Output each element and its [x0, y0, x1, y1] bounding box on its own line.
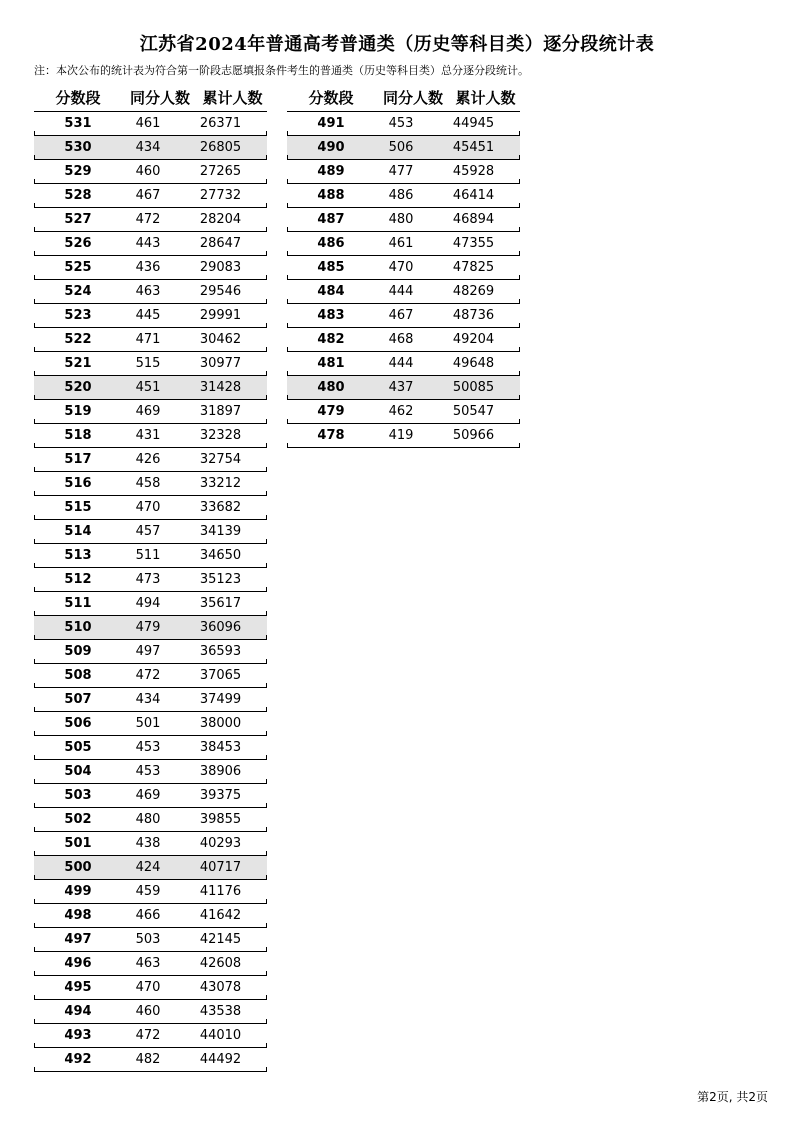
- header-score: 分数段: [55, 89, 101, 107]
- same-count-cell: 443: [135, 236, 161, 251]
- same-count-cell: 434: [135, 140, 161, 155]
- cumulative-cell: 28204: [199, 212, 242, 227]
- table-row: [34, 160, 267, 184]
- same-count-cell: 444: [388, 284, 414, 299]
- cumulative-cell: 50547: [452, 404, 495, 419]
- score-cell: 495: [64, 980, 92, 995]
- page-title: 江苏省2024年普通高考普通类（历史等科目类）逐分段统计表: [139, 34, 655, 55]
- score-cell: 520: [64, 380, 92, 395]
- score-cell: 531: [64, 116, 92, 131]
- table-row: [34, 568, 267, 592]
- same-count-cell: 434: [135, 692, 161, 707]
- same-count-cell: 468: [388, 332, 414, 347]
- table-row: [34, 640, 267, 664]
- score-cell: 521: [64, 356, 92, 371]
- same-count-cell: 482: [135, 1052, 161, 1067]
- cumulative-cell: 50085: [452, 380, 495, 395]
- cumulative-cell: 45451: [452, 140, 495, 155]
- score-cell: 529: [64, 164, 92, 179]
- cumulative-cell: 26371: [199, 116, 242, 131]
- cumulative-cell: 39855: [199, 812, 242, 827]
- table-row: [287, 136, 520, 160]
- score-cell: 497: [64, 932, 92, 947]
- table-row: [34, 784, 267, 808]
- score-cell: 512: [64, 572, 92, 587]
- cumulative-cell: 39375: [199, 788, 242, 803]
- header-same-count: 同分人数: [382, 89, 443, 107]
- cumulative-cell: 35123: [199, 572, 242, 587]
- score-cell: 517: [64, 452, 92, 467]
- table-row: [34, 928, 267, 952]
- same-count-cell: 419: [388, 428, 414, 443]
- cumulative-cell: 29991: [199, 308, 242, 323]
- table-row: [34, 976, 267, 1000]
- same-count-cell: 453: [388, 116, 414, 131]
- score-cell: 516: [64, 476, 92, 491]
- cumulative-cell: 45928: [452, 164, 495, 179]
- cumulative-cell: 30977: [199, 356, 242, 371]
- cumulative-cell: 37065: [199, 668, 242, 683]
- header-cumulative: 累计人数: [202, 89, 263, 107]
- score-cell: 508: [64, 668, 92, 683]
- score-cell: 485: [317, 260, 345, 275]
- table-row: [34, 328, 267, 352]
- same-count-cell: 461: [135, 116, 161, 131]
- score-cell: 500: [64, 860, 92, 875]
- score-cell: 506: [64, 716, 92, 731]
- score-cell: 518: [64, 428, 92, 443]
- cumulative-cell: 43538: [199, 1004, 242, 1019]
- table-row: [287, 280, 520, 304]
- same-count-cell: 497: [135, 644, 161, 659]
- same-count-cell: 461: [388, 236, 414, 251]
- same-count-cell: 445: [135, 308, 161, 323]
- score-cell: 486: [317, 236, 345, 251]
- score-table-left: [34, 84, 267, 1072]
- table-row: [287, 328, 520, 352]
- cumulative-cell: 29083: [199, 260, 242, 275]
- same-count-cell: 477: [388, 164, 414, 179]
- same-count-cell: 469: [135, 788, 161, 803]
- table-row: [34, 1000, 267, 1024]
- header-cumulative: 累计人数: [455, 89, 516, 107]
- same-count-cell: 473: [135, 572, 161, 587]
- same-count-cell: 511: [135, 548, 161, 563]
- table-row: [34, 496, 267, 520]
- table-row: [34, 712, 267, 736]
- cumulative-cell: 46414: [452, 188, 495, 203]
- cumulative-cell: 32328: [199, 428, 242, 443]
- score-cell: 480: [317, 380, 345, 395]
- score-cell: 519: [64, 404, 92, 419]
- score-cell: 481: [317, 356, 345, 371]
- cumulative-cell: 43078: [199, 980, 242, 995]
- cumulative-cell: 44010: [199, 1028, 242, 1043]
- score-cell: 496: [64, 956, 92, 971]
- score-cell: 504: [64, 764, 92, 779]
- score-cell: 482: [317, 332, 345, 347]
- same-count-cell: 470: [388, 260, 414, 275]
- same-count-cell: 459: [135, 884, 161, 899]
- score-cell: 498: [64, 908, 92, 923]
- cumulative-cell: 47355: [452, 236, 495, 251]
- score-cell: 492: [64, 1052, 92, 1067]
- same-count-cell: 426: [135, 452, 161, 467]
- cumulative-cell: 36096: [199, 620, 242, 635]
- same-count-cell: 470: [135, 980, 161, 995]
- cumulative-cell: 37499: [199, 692, 242, 707]
- table-row: [287, 352, 520, 376]
- same-count-cell: 480: [135, 812, 161, 827]
- table-row: [34, 544, 267, 568]
- table-row: [34, 904, 267, 928]
- score-cell: 530: [64, 140, 92, 155]
- table-row: [34, 376, 267, 400]
- table-row: [287, 256, 520, 280]
- score-table-right: [287, 84, 520, 448]
- table-row: [34, 184, 267, 208]
- same-count-cell: 486: [388, 188, 414, 203]
- same-count-cell: 472: [135, 212, 161, 227]
- cumulative-cell: 33682: [199, 500, 242, 515]
- same-count-cell: 503: [135, 932, 161, 947]
- cumulative-cell: 36593: [199, 644, 242, 659]
- table-row: [34, 352, 267, 376]
- cumulative-cell: 28647: [199, 236, 242, 251]
- score-cell: 507: [64, 692, 92, 707]
- table-header: [287, 84, 520, 112]
- score-cell: 488: [317, 188, 345, 203]
- score-cell: 526: [64, 236, 92, 251]
- table-row: [34, 760, 267, 784]
- score-cell: 509: [64, 644, 92, 659]
- same-count-cell: 438: [135, 836, 161, 851]
- same-count-cell: 480: [388, 212, 414, 227]
- table-row: [287, 304, 520, 328]
- same-count-cell: 494: [135, 596, 161, 611]
- same-count-cell: 479: [135, 620, 161, 635]
- score-cell: 479: [317, 404, 345, 419]
- cumulative-cell: 32754: [199, 452, 242, 467]
- cumulative-cell: 33212: [199, 476, 242, 491]
- header-score: 分数段: [308, 89, 354, 107]
- same-count-cell: 463: [135, 284, 161, 299]
- table-row: [34, 952, 267, 976]
- cumulative-cell: 47825: [452, 260, 495, 275]
- same-count-cell: 467: [135, 188, 161, 203]
- same-count-cell: 471: [135, 332, 161, 347]
- page-number: 第2页, 共2页: [697, 1090, 768, 1104]
- score-cell: 511: [64, 596, 92, 611]
- header-same-count: 同分人数: [129, 89, 190, 107]
- same-count-cell: 424: [135, 860, 161, 875]
- score-cell: 522: [64, 332, 92, 347]
- same-count-cell: 451: [135, 380, 161, 395]
- cumulative-cell: 42608: [199, 956, 242, 971]
- score-cell: 478: [317, 428, 345, 443]
- score-cell: 524: [64, 284, 92, 299]
- same-count-cell: 444: [388, 356, 414, 371]
- score-cell: 503: [64, 788, 92, 803]
- same-count-cell: 457: [135, 524, 161, 539]
- table-row: [34, 736, 267, 760]
- cumulative-cell: 49204: [452, 332, 495, 347]
- cumulative-cell: 40293: [199, 836, 242, 851]
- score-cell: 494: [64, 1004, 92, 1019]
- same-count-cell: 501: [135, 716, 161, 731]
- score-cell: 490: [317, 140, 345, 155]
- table-row: [34, 832, 267, 856]
- table-row: [34, 1024, 267, 1048]
- same-count-cell: 453: [135, 764, 161, 779]
- cumulative-cell: 35617: [199, 596, 242, 611]
- same-count-cell: 460: [135, 1004, 161, 1019]
- cumulative-cell: 31428: [199, 380, 242, 395]
- cumulative-cell: 27265: [199, 164, 242, 179]
- score-cell: 499: [64, 884, 92, 899]
- score-cell: 489: [317, 164, 345, 179]
- table-row: [34, 592, 267, 616]
- same-count-cell: 472: [135, 668, 161, 683]
- score-cell: 513: [64, 548, 92, 563]
- score-cell: 493: [64, 1028, 92, 1043]
- score-cell: 491: [317, 116, 345, 131]
- cumulative-cell: 44945: [452, 116, 495, 131]
- score-cell: 487: [317, 212, 345, 227]
- cumulative-cell: 31897: [199, 404, 242, 419]
- cumulative-cell: 38453: [199, 740, 242, 755]
- cumulative-cell: 50966: [452, 428, 495, 443]
- cumulative-cell: 40717: [199, 860, 242, 875]
- score-cell: 502: [64, 812, 92, 827]
- cumulative-cell: 42145: [199, 932, 242, 947]
- cumulative-cell: 48269: [452, 284, 495, 299]
- table-row: [34, 880, 267, 904]
- same-count-cell: 472: [135, 1028, 161, 1043]
- score-cell: 484: [317, 284, 345, 299]
- cumulative-cell: 34139: [199, 524, 242, 539]
- table-row: [34, 472, 267, 496]
- same-count-cell: 431: [135, 428, 161, 443]
- table-row: [34, 232, 267, 256]
- cumulative-cell: 34650: [199, 548, 242, 563]
- table-row: [34, 1048, 267, 1072]
- cumulative-cell: 49648: [452, 356, 495, 371]
- cumulative-cell: 38000: [199, 716, 242, 731]
- cumulative-cell: 29546: [199, 284, 242, 299]
- same-count-cell: 467: [388, 308, 414, 323]
- same-count-cell: 437: [388, 380, 414, 395]
- table-row: [34, 208, 267, 232]
- cumulative-cell: 38906: [199, 764, 242, 779]
- cumulative-cell: 44492: [199, 1052, 242, 1067]
- same-count-cell: 506: [388, 140, 414, 155]
- cumulative-cell: 41176: [199, 884, 242, 899]
- table-row: [287, 232, 520, 256]
- same-count-cell: 436: [135, 260, 161, 275]
- table-row: [34, 448, 267, 472]
- score-cell: 501: [64, 836, 92, 851]
- cumulative-cell: 27732: [199, 188, 242, 203]
- table-row: [34, 304, 267, 328]
- score-cell: 505: [64, 740, 92, 755]
- score-cell: 527: [64, 212, 92, 227]
- table-row: [34, 112, 267, 136]
- same-count-cell: 515: [135, 356, 161, 371]
- table-row: [287, 184, 520, 208]
- same-count-cell: 453: [135, 740, 161, 755]
- same-count-cell: 466: [135, 908, 161, 923]
- table-row: [287, 160, 520, 184]
- table-row: [34, 616, 267, 640]
- table-row: [287, 112, 520, 136]
- cumulative-cell: 30462: [199, 332, 242, 347]
- table-row: [34, 688, 267, 712]
- table-row: [34, 520, 267, 544]
- table-row: [34, 808, 267, 832]
- cumulative-cell: 46894: [452, 212, 495, 227]
- cumulative-cell: 48736: [452, 308, 495, 323]
- table-row: [34, 256, 267, 280]
- same-count-cell: 463: [135, 956, 161, 971]
- same-count-cell: 462: [388, 404, 414, 419]
- score-cell: 528: [64, 188, 92, 203]
- score-cell: 483: [317, 308, 345, 323]
- table-row: [287, 424, 520, 448]
- table-row: [34, 424, 267, 448]
- same-count-cell: 460: [135, 164, 161, 179]
- cumulative-cell: 41642: [199, 908, 242, 923]
- same-count-cell: 470: [135, 500, 161, 515]
- table-row: [287, 208, 520, 232]
- table-row: [34, 400, 267, 424]
- table-row: [287, 400, 520, 424]
- score-cell: 523: [64, 308, 92, 323]
- table-row: [287, 376, 520, 400]
- score-cell: 514: [64, 524, 92, 539]
- table-row: [34, 136, 267, 160]
- same-count-cell: 469: [135, 404, 161, 419]
- table-header: [34, 84, 267, 112]
- table-row: [34, 664, 267, 688]
- score-cell: 515: [64, 500, 92, 515]
- table-note: 注：本次公布的统计表为符合第一阶段志愿填报条件考生的普通类（历史等科目类）总分逐分段统计。: [34, 64, 529, 77]
- table-row: [34, 856, 267, 880]
- same-count-cell: 458: [135, 476, 161, 491]
- score-cell: 525: [64, 260, 92, 275]
- cumulative-cell: 26805: [199, 140, 242, 155]
- score-cell: 510: [64, 620, 92, 635]
- table-row: [34, 280, 267, 304]
